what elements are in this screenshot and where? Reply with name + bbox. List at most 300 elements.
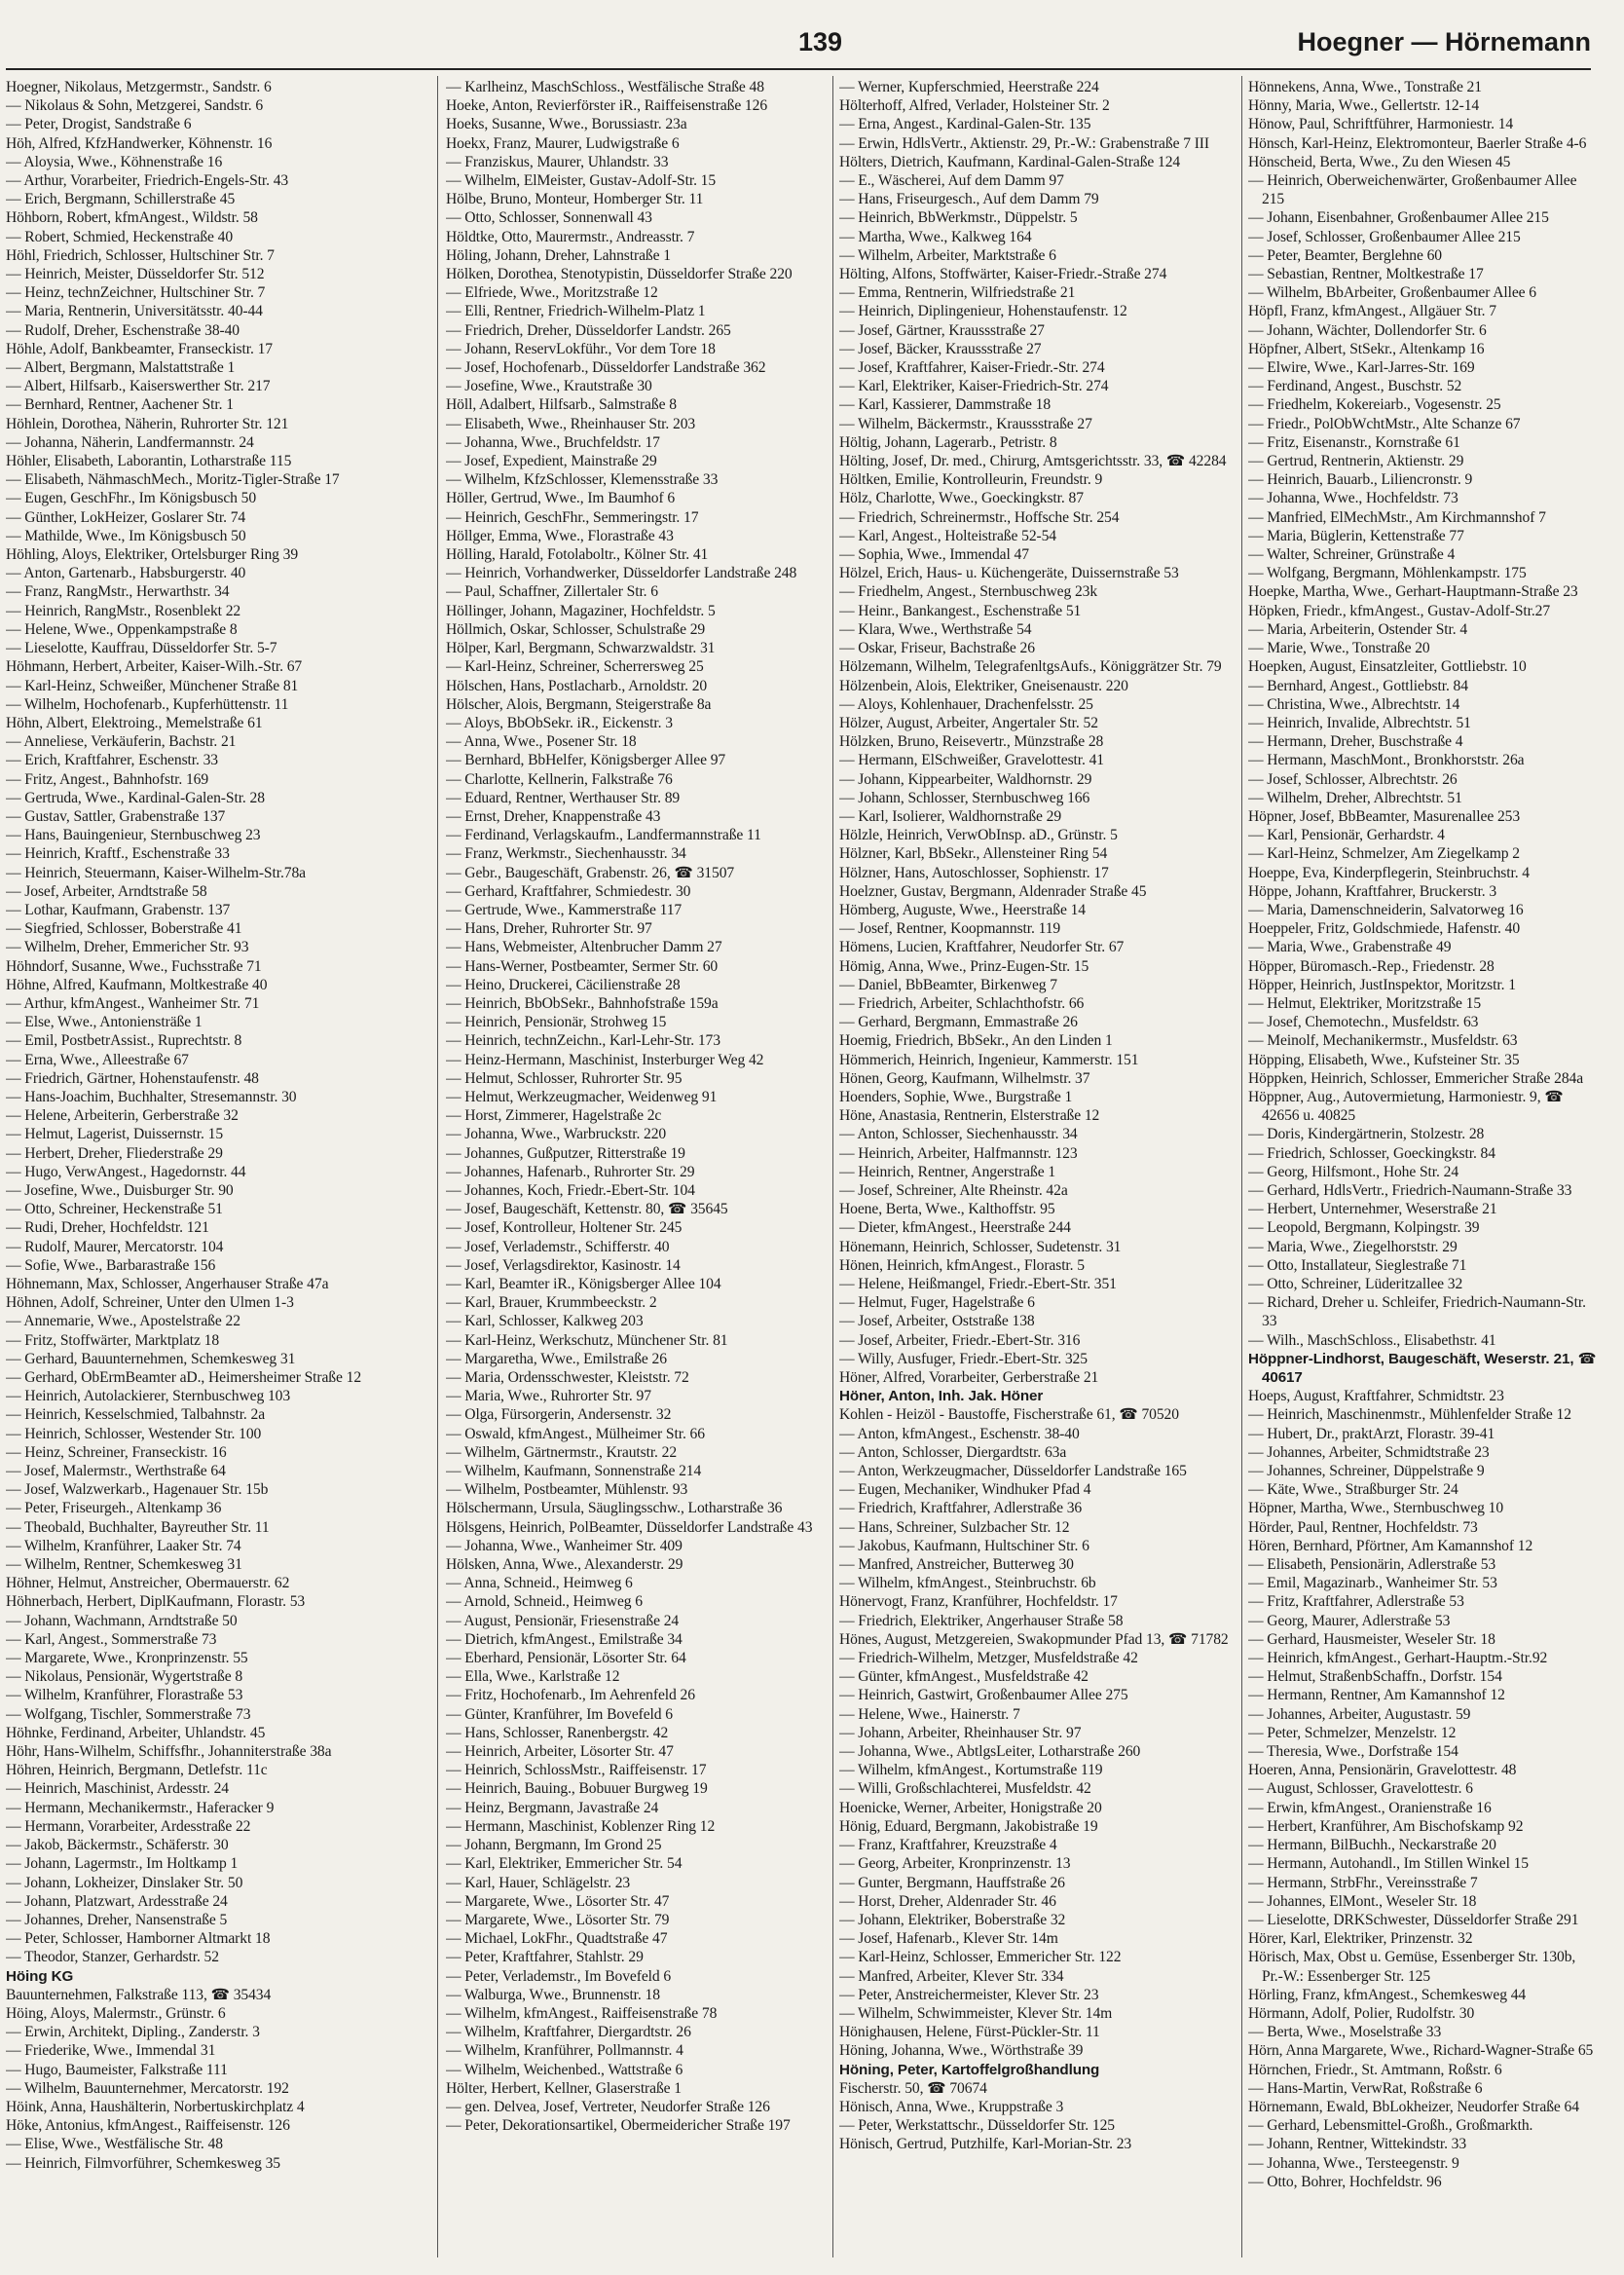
directory-entry: — Margarete, Wwe., Lösorter Str. 79 [446, 1911, 670, 1928]
directory-entry: — Wilhelm, Bauunternehmer, Mercatorstr. 192 [6, 2079, 289, 2097]
directory-entry: — Peter, Schlosser, Hamborner Altmarkt 18 [6, 1930, 271, 1948]
directory-entry: — Karl, Kassierer, Dammstraße 18 [839, 396, 1052, 414]
directory-entry: — Johann, Eisenbahner, Großenbaumer Allee 215 [1248, 209, 1549, 227]
directory-entry: Hörnchen, Friedr., St. Amtmann, Roßstr. 6 [1248, 2061, 1502, 2078]
directory-entry: Hörer, Karl, Elektriker, Prinzenstr. 32 [1248, 1930, 1473, 1948]
page-number: 139 [798, 27, 843, 56]
directory-entry: Hölting, Josef, Dr. med., Chirurg, Amtsgerichtsstr. 33, ☎ 42284 [839, 453, 1227, 470]
directory-entry: Höhborn, Robert, kfmAngest., Wildstr. 58 [6, 209, 258, 227]
directory-entry: — Wilhelm, Hochofenarb., Kupferhüttenstr. 11 [6, 695, 289, 713]
directory-entry: — Meinolf, Mechanikermstr., Musfeldstr. 63 [1248, 1032, 1518, 1050]
directory-entry: — Nikolaus, Pensionär, Wygertstraße 8 [6, 1668, 243, 1686]
directory-entry: — Josef, Verlagsdirektor, Kasinostr. 14 [446, 1256, 681, 1274]
directory-entry: — Heinrich, Bauarb., Liliencronstr. 9 [1248, 471, 1473, 489]
directory-entry: Hölbe, Bruno, Monteur, Homberger Str. 11 [446, 191, 704, 208]
directory-entry: Höhling, Aloys, Elektriker, Ortelsburger Ring 39 [6, 546, 299, 564]
directory-column-3 [839, 78, 1235, 2259]
directory-entry: — Heinrich, Bauing., Bobuuer Burgweg 19 [446, 1780, 708, 1798]
directory-entry: — Günter, Kranführer, Im Bovefeld 6 [446, 1705, 673, 1723]
directory-entry: Höhner, Helmut, Anstreicher, Obermauerstr. 62 [6, 1575, 290, 1592]
directory-entry: — Bernhard, Rentner, Aachener Str. 1 [6, 396, 234, 414]
directory-entry: — Josef, Baugeschäft, Kettenstr. 80, ☎ 35645 [446, 1201, 728, 1218]
directory-entry: — Gerhard, ObErmBeamter aD., Heimersheimer Straße 12 [6, 1369, 362, 1387]
directory-entry: — Heinrich, Schlosser, Westender Str. 100 [6, 1425, 262, 1442]
directory-entry: — Oswald, kfmAngest., Mülheimer Str. 66 [446, 1425, 705, 1442]
directory-entry: — Bernhard, BbHelfer, Königsberger Allee 97 [446, 752, 726, 769]
directory-entry: — Erich, Bergmann, Schillerstraße 45 [6, 191, 236, 208]
directory-entry: — Hermann, Vorarbeiter, Ardesstraße 22 [6, 1817, 251, 1835]
directory-entry: — Heinrich, technZeichn., Karl-Lehr-Str. 173 [446, 1032, 720, 1050]
directory-entry: — Friedrich, Elektriker, Angerhauser Straße 58 [839, 1612, 1124, 1629]
directory-entry: — Hermann, Rentner, Am Kamannshof 12 [1248, 1687, 1505, 1704]
directory-entry: Hönisch, Anna, Wwe., Kruppstraße 3 [839, 2098, 1064, 2115]
directory-entry: — Hans, Schlosser, Ranenbergstr. 42 [446, 1724, 669, 1741]
directory-entry: — Fritz, Hochofenarb., Im Aehrenfeld 26 [446, 1687, 695, 1704]
directory-entry: — Hugo, VerwAngest., Hagedornstr. 44 [6, 1163, 246, 1180]
directory-entry: — Gerhard, Hausmeister, Weseler Str. 18 [1248, 1630, 1495, 1648]
directory-entry: — Heinrich, Oberweichenwärter, Großenbaumer Allee 215 [1248, 172, 1577, 208]
directory-entry: — Karl, Schlosser, Kalkweg 203 [446, 1313, 644, 1330]
directory-entry: — gen. Delvea, Josef, Vertreter, Neudorfer Straße 126 [446, 2098, 770, 2115]
directory-entry: Hönen, Heinrich, kfmAngest., Florastr. 5 [839, 1256, 1085, 1274]
directory-entry: — Hans, Friseurgesch., Auf dem Damm 79 [839, 191, 1099, 208]
directory-entry: — Johann, Schlosser, Sternbuschweg 166 [839, 789, 1090, 806]
directory-entry: Hören, Bernhard, Pförtner, Am Kamannshof 12 [1248, 1537, 1533, 1554]
directory-entry: — Wilhelm, Weichenbed., Wattstraße 6 [446, 2061, 683, 2078]
directory-entry: Hönighausen, Helene, Fürst-Pückler-Str. 11 [839, 2024, 1100, 2041]
directory-entry: — Hermann, StrbFhr., Vereinsstraße 7 [1248, 1874, 1478, 1891]
directory-entry: — Elise, Wwe., Westfälische Str. 48 [6, 2136, 223, 2153]
directory-entry: — Elwire, Wwe., Karl-Jarres-Str. 169 [1248, 359, 1475, 377]
directory-entry: — Josefine, Wwe., Duisburger Str. 90 [6, 1181, 234, 1199]
directory-entry: Hölzle, Heinrich, VerwObInsp. aD., Grünstr. 5 [839, 827, 1118, 844]
directory-entry: — Helene, Heißmangel, Friedr.-Ebert-Str. 351 [839, 1276, 1117, 1292]
directory-entry: Höpper, Büromasch.-Rep., Friedenstr. 28 [1248, 957, 1495, 975]
directory-entry: — Josef, Arbeiter, Arndtstraße 58 [6, 882, 207, 900]
directory-entry: — Hermann, BilBuchh., Neckarstraße 20 [1248, 1837, 1496, 1854]
directory-entry: — Sebastian, Rentner, Moltkestraße 17 [1248, 266, 1484, 283]
directory-entry: Hölzel, Erich, Haus- u. Küchengeräte, Duissernstraße 53 [839, 565, 1179, 582]
directory-entry: — Paul, Schaffner, Zillertaler Str. 6 [446, 583, 658, 601]
directory-entry: — Wilhelm, Arbeiter, Marktstraße 6 [839, 246, 1056, 264]
directory-entry: — Johann, Arbeiter, Rheinhauser Str. 97 [839, 1724, 1082, 1741]
directory-entry: — Robert, Schmied, Heckenstraße 40 [6, 228, 234, 245]
directory-entry: Höhr, Hans-Wilhelm, Schiffsfhr., Johanniterstraße 38a [6, 1743, 332, 1761]
directory-column-2 [446, 78, 826, 2259]
directory-entry: — Karl, Pensionär, Gerhardstr. 4 [1248, 827, 1445, 844]
directory-entry: — Richard, Dreher u. Schleifer, Friedrich-Naumann-Str. 33 [1248, 1294, 1586, 1330]
directory-entry: — Eduard, Rentner, Werthauser Str. 89 [446, 789, 681, 806]
directory-entry: — Karl-Heinz, Werkschutz, Münchener Str. 81 [446, 1331, 728, 1349]
directory-entry: — Margarete, Wwe., Kronprinzenstr. 55 [6, 1650, 248, 1667]
directory-entry: — Friedrich, Schlosser, Goeckingkstr. 84 [1248, 1144, 1495, 1162]
directory-entry: — Jakob, Bäckermstr., Schäferstr. 30 [6, 1837, 229, 1854]
directory-entry: — Friedrich-Wilhelm, Metzger, Musfeldstraße 42 [839, 1650, 1138, 1667]
directory-entry: — Maria, Wwe., Ruhrorter Str. 97 [446, 1388, 651, 1405]
directory-entry: — Helene, Arbeiterin, Gerberstraße 32 [6, 1107, 239, 1125]
directory-entry: — Karl, Angest., Sommerstraße 73 [6, 1630, 217, 1648]
directory-entry: — Josef, Hochofenarb., Düsseldorfer Landstraße 362 [446, 359, 766, 377]
directory-entry: — Maria, Rentnerin, Universitätsstr. 40-44 [6, 303, 263, 320]
directory-entry: — Willy, Ausfuger, Friedr.-Ebert-Str. 325 [839, 1350, 1088, 1367]
directory-entry: — Helmut, Werkzeugmacher, Weidenweg 91 [446, 1088, 718, 1105]
directory-entry: — Manfred, Arbeiter, Klever Str. 334 [839, 1967, 1064, 1985]
directory-entry: — Arthur, Vorarbeiter, Friedrich-Engels-Str. 43 [6, 172, 289, 190]
directory-entry: — Heino, Druckerei, Cäcilienstraße 28 [446, 976, 681, 993]
directory-entry: — Helmut, Fuger, Hagelstraße 6 [839, 1294, 1035, 1312]
directory-entry: Höpfl, Franz, kfmAngest., Allgäuer Str. 7 [1248, 303, 1496, 320]
directory-entry: — Karl, Angest., Holteistraße 52-54 [839, 527, 1056, 544]
directory-entry: Hönemann, Heinrich, Schlosser, Sudetenstr. 31 [839, 1238, 1122, 1255]
directory-entry: — Karl, Isolierer, Waldhornstraße 29 [839, 807, 1062, 825]
directory-entry: — Karl-Heinz, Schmelzer, Am Ziegelkamp 2 [1248, 845, 1521, 863]
directory-entry: — Hermann, ElSchweißer, Gravelottestr. 41 [839, 752, 1104, 769]
directory-entry: — Johann, Rentner, Wittekindstr. 33 [1248, 2136, 1467, 2153]
directory-entry: — Heinz-Hermann, Maschinist, Insterburger Weg 42 [446, 1051, 764, 1068]
directory-entry: — Josef, Kraftfahrer, Kaiser-Friedr.-Str. 274 [839, 359, 1105, 377]
directory-entry: — Fritz, Kraftfahrer, Adlerstraße 53 [1248, 1593, 1464, 1611]
directory-entry: — Peter, Anstreichermeister, Klever Str. 23 [839, 1986, 1099, 2003]
directory-entry: — Wilhelm, ElMeister, Gustav-Adolf-Str. 15 [446, 172, 717, 190]
directory-entry: — Johann, Wächter, Dollendorfer Str. 6 [1248, 321, 1487, 339]
directory-entry: — Jakobus, Kaufmann, Hultschiner Str. 6 [839, 1537, 1089, 1554]
directory-entry: — Hans-Martin, VerwRat, Roßstraße 6 [1248, 2079, 1483, 2097]
directory-entry: — Anneliese, Verkäuferin, Bachstr. 21 [6, 733, 237, 751]
directory-entry: Hönisch, Gertrud, Putzhilfe, Karl-Morian-Str. 23 [839, 2136, 1132, 2153]
directory-entry: Hönervogt, Franz, Kranführer, Hochfeldstr. 17 [839, 1593, 1118, 1611]
directory-entry: — Lieselotte, DRKSchwester, Düsseldorfer Straße 291 [1248, 1911, 1579, 1928]
directory-entry: — E., Wäscherei, Auf dem Damm 97 [839, 172, 1064, 190]
directory-entry: Hölzer, August, Arbeiter, Angertaler Str. 52 [839, 714, 1098, 731]
directory-entry: — Otto, Schlosser, Sonnenwall 43 [446, 209, 652, 227]
directory-entry: — Heinrich, BbObSekr., Bahnhofstraße 159a [446, 994, 719, 1012]
directory-entry: — Otto, Schreiner, Heckenstraße 51 [6, 1201, 223, 1218]
directory-entry: — Wilhelm, Kranführer, Laaker Str. 74 [6, 1537, 241, 1554]
directory-entry: — Ella, Wwe., Karlstraße 12 [446, 1668, 620, 1686]
directory-entry: — Georg, Hilfsmont., Hohe Str. 24 [1248, 1163, 1459, 1180]
directory-entry: — Peter, Friseurgeh., Altenkamp 36 [6, 1500, 222, 1517]
directory-entry: — Franziskus, Maurer, Uhlandstr. 33 [446, 153, 669, 170]
directory-entry: — Josef, Schreiner, Alte Rheinstr. 42a [839, 1181, 1068, 1199]
directory-entry: — Johannes, Arbeiter, Augustastr. 59 [1248, 1705, 1471, 1723]
directory-entry: — Eberhard, Pensionär, Lösorter Str. 64 [446, 1650, 686, 1667]
directory-entry: — Hermann, Mechanikermstr., Haferacker 9 [6, 1799, 275, 1816]
page-header [0, 0, 1624, 86]
directory-entry: — Maria, Ordensschwester, Kleiststr. 72 [446, 1369, 689, 1387]
directory-entry: — Wilhelm, KfzSchlosser, Klemensstraße 33 [446, 471, 719, 489]
directory-entry: — Anton, kfmAngest., Eschenstr. 38-40 [839, 1425, 1080, 1442]
directory-entry: — Johanna, Wwe., AbtlgsLeiter, Lotharstraße 260 [839, 1743, 1141, 1761]
directory-entry: Höink, Anna, Haushälterin, Norbertuskirchplatz 4 [6, 2098, 305, 2115]
directory-entry: — Arthur, kfmAngest., Wanheimer Str. 71 [6, 994, 260, 1012]
directory-entry: — Aloys, BbObSekr. iR., Eickenstr. 3 [446, 714, 673, 731]
directory-entry: — Heinrich, Steuermann, Kaiser-Wilhelm-Str.78a [6, 864, 306, 881]
directory-entry: — Berta, Wwe., Moselstraße 33 [1248, 2024, 1442, 2041]
directory-entry: — Johann, Kippearbeiter, Waldhornstr. 29 [839, 770, 1092, 788]
directory-entry: — Leopold, Bergmann, Kolpingstr. 39 [1248, 1219, 1480, 1237]
directory-entry: Höpner, Josef, BbBeamter, Masurenallee 253 [1248, 807, 1521, 825]
directory-entry: — Johann, Platzwart, Ardesstraße 24 [6, 1892, 228, 1910]
directory-entry: Hoegner, Nikolaus, Metzgermstr., Sandstr. 6 [6, 79, 272, 95]
directory-entry: — Josef, Expedient, Mainstraße 29 [446, 453, 657, 470]
directory-entry: — Heinrich, Maschinenmstr., Mühlenfelder Straße 12 [1248, 1406, 1571, 1424]
directory-entry: — Daniel, BbBeamter, Birkenweg 7 [839, 976, 1057, 993]
directory-entry: — Theobald, Buchhalter, Bayreuther Str. 11 [6, 1518, 270, 1536]
directory-entry: — Josef, Verlademstr., Schifferstr. 40 [446, 1238, 670, 1255]
running-head: Hoegner — Hörnemann [1297, 27, 1591, 56]
directory-entry: Hömig, Anna, Wwe., Prinz-Eugen-Str. 15 [839, 957, 1089, 975]
directory-entry: — Siegfried, Schlosser, Boberstraße 41 [6, 920, 242, 938]
directory-entry: Hömens, Lucien, Kraftfahrer, Neudorfer Str. 67 [839, 939, 1125, 956]
directory-entry: Höke, Antonius, kfmAngest., Raiffeisenstr. 126 [6, 2117, 290, 2135]
directory-entry: — Emma, Rentnerin, Wilfriedstraße 21 [839, 284, 1076, 302]
directory-entry: — Lieselotte, Kauffrau, Düsseldorfer Str. 5-7 [6, 640, 277, 657]
directory-entry: — Wolfgang, Tischler, Sommerstraße 73 [6, 1705, 251, 1723]
column-divider [832, 76, 833, 2257]
directory-entry: — Eugen, Mechaniker, Windhuker Pfad 4 [839, 1481, 1091, 1499]
directory-entry: Hölzenbein, Alois, Elektriker, Gneisenaustr. 220 [839, 677, 1128, 694]
directory-entry: — Helmut, Elektriker, Moritzstraße 15 [1248, 994, 1482, 1012]
directory-entry: — Wilhelm, kfmAngest., Raiffeisenstraße 78 [446, 2004, 718, 2022]
directory-entry: Bauunternehmen, Falkstraße 113, ☎ 35434 [6, 1986, 272, 2003]
directory-entry: — Ferdinand, Angest., Buschstr. 52 [1248, 378, 1462, 395]
directory-entry: — Heinrich, BbWerkmstr., Düppelstr. 5 [839, 209, 1078, 227]
directory-entry: — Wilhelm, Kraftfahrer, Diergardtstr. 26 [446, 2024, 691, 2041]
directory-entry: — Wilhelm, Postbeamter, Mühlenstr. 93 [446, 1481, 688, 1499]
directory-entry: — Wilhelm, kfmAngest., Steinbruchstr. 6b [839, 1575, 1096, 1592]
directory-entry: — Hans, Schreiner, Sulzbacher Str. 12 [839, 1518, 1070, 1536]
directory-entry: — Doris, Kindergärtnerin, Stolzestr. 28 [1248, 1126, 1485, 1143]
directory-entry: — Otto, Installateur, Sieglestraße 71 [1248, 1256, 1467, 1274]
directory-entry: — Johannes, Gußputzer, Ritterstraße 19 [446, 1144, 685, 1162]
directory-entry: — Heinrich, Filmvorführer, Schemkesweg 35 [6, 2154, 280, 2172]
directory-entry: Hönsch, Karl-Heinz, Elektromonteur, Baerler Straße 4-6 [1248, 134, 1587, 152]
directory-entry: Höhnke, Ferdinand, Arbeiter, Uhlandstr. 45 [6, 1724, 266, 1741]
directory-column-4 [1248, 78, 1599, 2259]
directory-entry: — August, Schlosser, Gravelottestr. 6 [1248, 1780, 1473, 1798]
directory-entry: — Johanna, Wwe., Warbruckstr. 220 [446, 1126, 667, 1143]
directory-entry: — Helene, Wwe., Oppenkampstraße 8 [6, 620, 238, 638]
directory-entry: — Walter, Schreiner, Grünstraße 4 [1248, 546, 1456, 564]
directory-entry: Hölting, Alfons, Stoffwärter, Kaiser-Friedr.-Straße 274 [839, 266, 1167, 283]
directory-entry: Fischerstr. 50, ☎ 70674 [839, 2079, 987, 2097]
directory-entry: — Elisabeth, Pensionärin, Adlerstraße 53 [1248, 1556, 1496, 1574]
directory-entry: — Anna, Schneid., Heimweg 6 [446, 1575, 633, 1592]
directory-entry: — Ferdinand, Verlagskaufm., Landfermannstraße 11 [446, 827, 761, 844]
directory-entry: — Anna, Wwe., Posener Str. 18 [446, 733, 637, 751]
directory-entry: — Josef, Schlosser, Großenbaumer Allee 215 [1248, 228, 1521, 245]
directory-entry: — Josef, Bäcker, Kraussstraße 27 [839, 340, 1042, 357]
directory-entry: — Josefine, Wwe., Krautstraße 30 [446, 378, 652, 395]
directory-entry: — Karl, Hauer, Schlägelstr. 23 [446, 1874, 631, 1891]
directory-entry: — Hermann, Autohandl., Im Stillen Winkel 15 [1248, 1855, 1529, 1873]
directory-entry: — Heinrich, Maschinist, Ardesstr. 24 [6, 1780, 229, 1798]
directory-entry: — Wilhelm, Kranführer, Pollmannstr. 4 [446, 2042, 683, 2060]
directory-entry: — Gunter, Bergmann, Hauffstraße 26 [839, 1874, 1065, 1891]
directory-entry: — Gerhard, Kraftfahrer, Schmiedestr. 30 [446, 882, 691, 900]
directory-entry: Höhle, Adolf, Bankbeamter, Franseckistr. 17 [6, 340, 273, 357]
directory-entry: — Bernhard, Angest., Gottliebstr. 84 [1248, 677, 1468, 694]
directory-entry: — Arnold, Schneid., Heimweg 6 [446, 1593, 643, 1611]
directory-entry: — Friedrich, Kraftfahrer, Adlerstraße 36 [839, 1500, 1083, 1517]
directory-entry: Höpper, Heinrich, JustInspektor, Moritzstr. 1 [1248, 976, 1516, 993]
directory-entry: — Wilhelm, Dreher, Emmericher Str. 93 [6, 939, 249, 956]
directory-entry: — Horst, Dreher, Aldenrader Str. 46 [839, 1892, 1056, 1910]
directory-entry: Hölling, Harald, Fotolaboltr., Kölner Str. 41 [446, 546, 709, 564]
directory-entry: — Walburga, Wwe., Brunnenstr. 18 [446, 1986, 660, 2003]
directory-entry: — Johanna, Wwe., Tersteegenstr. 9 [1248, 2154, 1459, 2172]
directory-entry: Höhlein, Dorothea, Näherin, Ruhrorter Str. 121 [6, 415, 289, 432]
directory-entry: — Aloys, Kohlenhauer, Drachenfelsstr. 25 [839, 695, 1093, 713]
directory-entry: Höppner, Aug., Autovermietung, Harmoniestr. 9, ☎ 42656 u. 40825 [1248, 1088, 1564, 1125]
directory-entry: — Maria, Damenschneiderin, Salvatorweg 16 [1248, 901, 1524, 918]
directory-entry: — Heinrich, Kesselschmied, Talbahnstr. 2a [6, 1406, 266, 1424]
directory-entry: Hoepken, August, Einsatzleiter, Gottliebstr. 10 [1248, 658, 1527, 676]
directory-entry: — Sophia, Wwe., Immendal 47 [839, 546, 1029, 564]
directory-entry: Höner, Anton, Inh. Jak. Höner [839, 1388, 1044, 1405]
directory-entry: Hönes, August, Metzgereien, Swakopmunder Pfad 13, ☎ 71782 [839, 1630, 1229, 1648]
directory-entry: Hoekx, Franz, Maurer, Ludwigstraße 6 [446, 134, 680, 152]
directory-entry: Hörder, Paul, Rentner, Hochfeldstr. 73 [1248, 1518, 1478, 1536]
directory-entry: Höling, Johann, Dreher, Lahnstraße 1 [446, 246, 671, 264]
directory-entry: Hoeks, Susanne, Wwe., Borussiastr. 23a [446, 116, 687, 133]
directory-entry: — Friedr., PolObWchtMstr., Alte Schanze 67 [1248, 415, 1521, 432]
directory-entry: Höpken, Friedr., kfmAngest., Gustav-Adolf-Str.27 [1248, 602, 1551, 619]
directory-entry: Höhnemann, Max, Schlosser, Angerhauser Straße 47a [6, 1276, 329, 1292]
directory-entry: — Anton, Werkzeugmacher, Düsseldorfer Landstraße 165 [839, 1463, 1187, 1480]
directory-entry: Hoepke, Martha, Wwe., Gerhart-Hauptmann-Straße 23 [1248, 583, 1578, 601]
directory-entry: Hörling, Franz, kfmAngest., Schemkesweg 44 [1248, 1986, 1527, 2003]
directory-entry: — Gerhard, HdlsVertr., Friedrich-Naumann-Straße 33 [1248, 1181, 1572, 1199]
directory-entry: Hölterhoff, Alfred, Verlader, Holsteiner Str. 2 [839, 97, 1110, 115]
directory-entry: — Aloysia, Wwe., Köhnenstraße 16 [6, 153, 223, 170]
directory-entry: — Georg, Arbeiter, Kronprinzenstr. 13 [839, 1855, 1071, 1873]
column-divider [1241, 76, 1242, 2257]
directory-entry: Höhn, Albert, Elektroing., Memelstraße 61 [6, 714, 263, 731]
directory-entry: Höhl, Friedrich, Schlosser, Hultschiner Str. 7 [6, 246, 275, 264]
directory-entry: — Rudolf, Maurer, Mercatorstr. 104 [6, 1238, 224, 1255]
directory-entry: — Heinrich, Meister, Düsseldorfer Str. 512 [6, 266, 265, 283]
directory-entry: Hörn, Anna Margarete, Wwe., Richard-Wagner-Straße 65 [1248, 2042, 1594, 2060]
directory-entry: — Heinrich, SchlossMstr., Raiffeisenstr. 17 [446, 1762, 707, 1779]
directory-entry: Hönscheid, Berta, Wwe., Zu den Wiesen 45 [1248, 153, 1511, 170]
directory-entry: — Emil, Magazinarb., Wanheimer Str. 53 [1248, 1575, 1497, 1592]
directory-entry: — Wilhelm, Schwimmeister, Klever Str. 14m [839, 2004, 1113, 2022]
directory-entry: — Anton, Schlosser, Diergardtstr. 63a [839, 1443, 1067, 1461]
directory-entry: — Gerhard, Bergmann, Emmastraße 26 [839, 1014, 1078, 1031]
directory-entry: — Ernst, Dreher, Knappenstraße 43 [446, 807, 661, 825]
directory-entry: — Johann, ReservLokführ., Vor dem Tore 18 [446, 340, 716, 357]
directory-entry: — Herbert, Kranführer, Am Bischofskamp 92 [1248, 1817, 1524, 1835]
directory-entry: Hönnekens, Anna, Wwe., Tonstraße 21 [1248, 79, 1482, 95]
directory-entry: Höpfner, Albert, StSekr., Altenkamp 16 [1248, 340, 1485, 357]
directory-entry: — Wilhelm, kfmAngest., Kortumstraße 119 [839, 1762, 1103, 1779]
directory-entry: — Franz, Kraftfahrer, Kreuzstraße 4 [839, 1837, 1057, 1854]
directory-entry: Höhren, Heinrich, Bergmann, Detlefstr. 11c [6, 1762, 268, 1779]
directory-entry: Hoeke, Anton, Revierförster iR., Raiffeisenstraße 126 [446, 97, 768, 115]
directory-entry: — Friedrich, Arbeiter, Schlachthofstr. 66 [839, 994, 1085, 1012]
directory-entry: — Karl-Heinz, Schreiner, Scherrersweg 25 [446, 658, 704, 676]
directory-entry: — Rudolf, Dreher, Eschenstraße 38-40 [6, 321, 240, 339]
directory-entry: — Manfred, Anstreicher, Butterweg 30 [839, 1556, 1074, 1574]
directory-entry: Höpner, Martha, Wwe., Sternbuschweg 10 [1248, 1500, 1504, 1517]
directory-entry: — Johann, Lagermstr., Im Holtkamp 1 [6, 1855, 239, 1873]
directory-entry: Höhne, Alfred, Kaufmann, Moltkestraße 40 [6, 976, 268, 993]
directory-entry: — Friedrich, Gärtner, Hohenstaufenstr. 48 [6, 1069, 259, 1087]
directory-entry: — Annemarie, Wwe., Apostelstraße 22 [6, 1313, 240, 1330]
directory-entry: Höner, Alfred, Vorarbeiter, Gerberstraße 21 [839, 1369, 1099, 1387]
directory-entry: Höltken, Emilie, Kontrolleurin, Freundstr. 9 [839, 471, 1103, 489]
directory-entry: — Hubert, Dr., praktArzt, Florastr. 39-41 [1248, 1425, 1495, 1442]
directory-entry: Hölzner, Karl, BbSekr., Allensteiner Ring 54 [839, 845, 1108, 863]
directory-entry: — Hermann, MaschMont., Bronkhorststr. 26a [1248, 752, 1525, 769]
directory-entry: Hörnemann, Ewald, BbLokheizer, Neudorfer Straße 64 [1248, 2098, 1579, 2115]
directory-entry: — Josef, Gärtner, Kraussstraße 27 [839, 321, 1045, 339]
directory-entry: Hoeppeler, Fritz, Goldschmiede, Hafenstr. 40 [1248, 920, 1521, 938]
directory-entry: — Johann, Lokheizer, Dinslaker Str. 50 [6, 1874, 243, 1891]
directory-entry: — Wilhelm, BbArbeiter, Großenbaumer Allee 6 [1248, 284, 1536, 302]
directory-entry: Hoeren, Anna, Pensionärin, Gravelottestr. 48 [1248, 1762, 1517, 1779]
directory-entry: Hölz, Charlotte, Wwe., Goeckingkstr. 87 [839, 490, 1084, 507]
directory-entry: — Wilh., MaschSchloss., Elisabethstr. 41 [1248, 1331, 1496, 1349]
directory-entry: — Heinrich, GeschFhr., Semmeringstr. 17 [446, 508, 699, 526]
directory-entry: — Josef, Arbeiter, Oststraße 138 [839, 1313, 1035, 1330]
directory-entry: — Albert, Hilfsarb., Kaiserswerther Str. 217 [6, 378, 271, 395]
directory-entry: — Gertrude, Wwe., Kammerstraße 117 [446, 901, 683, 918]
directory-entry: — Horst, Zimmerer, Hagelstraße 2c [446, 1107, 662, 1125]
directory-entry: Höppner-Lindhorst, Baugeschäft, Weserstr. 21, ☎ 40617 [1248, 1350, 1597, 1387]
directory-entry: — Helmut, StraßenbSchaffn., Dorfstr. 154 [1248, 1668, 1502, 1686]
directory-entry: — Elfriede, Wwe., Moritzstraße 12 [446, 284, 658, 302]
directory-entry: Hönen, Georg, Kaufmann, Wilhelmstr. 37 [839, 1069, 1090, 1087]
directory-entry: — Peter, Dekorationsartikel, Obermeidericher Straße 197 [446, 2117, 791, 2135]
directory-entry: — Heinz, Bergmann, Javastraße 24 [446, 1799, 659, 1816]
directory-entry: — Hans-Werner, Postbeamter, Sermer Str. 60 [446, 957, 719, 975]
directory-entry: — August, Pensionär, Friesenstraße 24 [446, 1612, 680, 1629]
directory-entry: — Wilhelm, Bäckermstr., Kraussstraße 27 [839, 415, 1092, 432]
directory-entry: — Helmut, Schlosser, Ruhrorter Str. 95 [446, 1069, 683, 1087]
directory-entry: Höhndorf, Susanne, Wwe., Fuchsstraße 71 [6, 957, 262, 975]
directory-entry: — Peter, Beamter, Berglehne 60 [1248, 246, 1442, 264]
directory-entry: — Fritz, Eisenanstr., Kornstraße 61 [1248, 433, 1460, 451]
directory-entry: Höppe, Johann, Kraftfahrer, Bruckerstr. 3 [1248, 882, 1497, 900]
directory-entry: — Karl-Heinz, Schweißer, Münchener Straße 81 [6, 677, 299, 694]
directory-entry: Hoenicke, Werner, Arbeiter, Honigstraße 20 [839, 1799, 1102, 1816]
directory-entry: — Wilhelm, Rentner, Schemkesweg 31 [6, 1556, 242, 1574]
directory-entry: — Theresia, Wwe., Dorfstraße 154 [1248, 1743, 1458, 1761]
directory-entry: — Erwin, kfmAngest., Oranienstraße 16 [1248, 1799, 1492, 1816]
directory-entry: — Theodor, Stanzer, Gerhardstr. 52 [6, 1949, 219, 1966]
directory-entry: — Karl, Brauer, Krummbeeckstr. 2 [446, 1294, 657, 1312]
directory-entry: — Josef, Walzwerkarb., Hagenauer Str. 15b [6, 1481, 269, 1499]
directory-entry: Höhnerbach, Herbert, DiplKaufmann, Florastr. 53 [6, 1593, 306, 1611]
directory-entry: — Anton, Gartenarb., Habsburgerstr. 40 [6, 565, 246, 582]
directory-entry: Höh, Alfred, KfzHandwerker, Köhnenstr. 16 [6, 134, 273, 152]
directory-entry: — Josef, Hafenarb., Klever Str. 14m [839, 1930, 1058, 1948]
directory-entry: — Johannes, Dreher, Nansenstraße 5 [6, 1911, 228, 1928]
directory-entry: — Josef, Chemotechn., Musfeldstr. 63 [1248, 1014, 1479, 1031]
directory-entry: — Käte, Wwe., Straßburger Str. 24 [1248, 1481, 1458, 1499]
directory-entry: Höllmich, Oskar, Schlosser, Schulstraße 29 [446, 620, 706, 638]
directory-entry: — Erich, Kraftfahrer, Eschenstr. 33 [6, 752, 219, 769]
directory-entry: — Helmut, Lagerist, Duissernstr. 15 [6, 1126, 224, 1143]
directory-entry: — Oskar, Friseur, Bachstraße 26 [839, 640, 1035, 657]
directory-entry: — Friederike, Wwe., Immendal 31 [6, 2042, 216, 2060]
directory-entry: — Heinrich, Invalide, Albrechtstr. 51 [1248, 714, 1471, 731]
directory-entry: Hömberg, Auguste, Wwe., Heerstraße 14 [839, 901, 1086, 918]
directory-entry: — Klara, Wwe., Werthstraße 54 [839, 620, 1032, 638]
directory-entry: — Hans, Bauingenieur, Sternbuschweg 23 [6, 827, 261, 844]
